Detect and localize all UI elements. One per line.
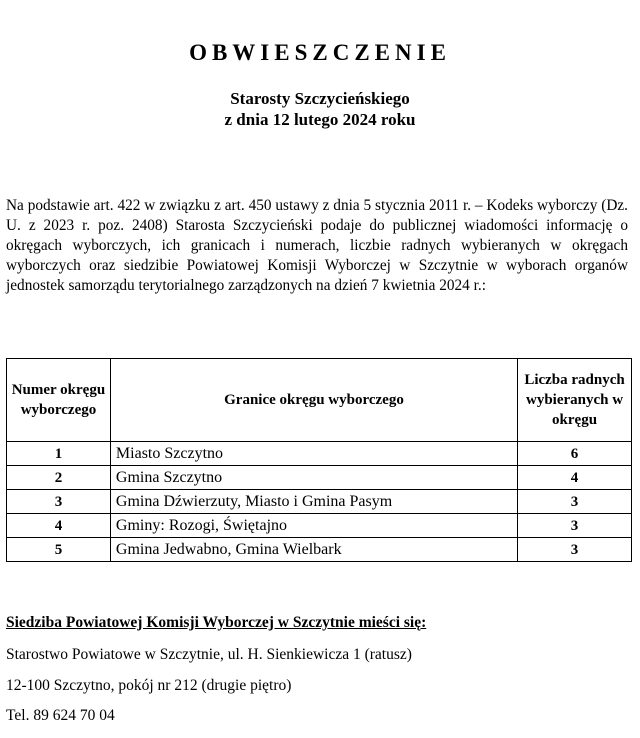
table-row bbox=[7, 538, 632, 562]
district-number: 2 bbox=[7, 466, 111, 490]
councillor-count: 6 bbox=[518, 442, 632, 466]
district-area: Gmina Jedwabno, Gmina Wielbark bbox=[110, 538, 517, 562]
districts-table bbox=[6, 358, 632, 562]
subtitle-issuer: Starosty Szczycieńskiego bbox=[230, 89, 410, 108]
office-room: 12-100 Szczytno, pokój nr 212 (drugie piętro) bbox=[6, 677, 292, 694]
councillor-count: 3 bbox=[518, 490, 632, 514]
document-subtitle bbox=[0, 88, 640, 130]
office-address: Starostwo Powiatowe w Szczytnie, ul. H. Sienkiewicza 1 (ratusz) bbox=[6, 646, 412, 663]
intro-paragraph: Na podstawie art. 422 w związku z art. 450 ustawy z dnia 5 stycznia 2011 r. – Kodeks wyborczy (Dz. U. z 2023 r. poz. 2408) Starosta Szczycieński podaje do publicznej wiadomości informację o okręgach wyborczych, ich granicach i numerach, liczbie radnych wybieranych w okręgach wyborczych oraz siedzibie Powiatowej Komisji Wyborczej w Szczytnie w wyborach organów jednostek samorządu terytorialnego zarządzonych na dzień 7 kwietnia 2024 r.: bbox=[6, 197, 628, 294]
office-phone: Tel. 89 624 70 04 bbox=[6, 707, 115, 724]
councillor-count: 3 bbox=[518, 514, 632, 538]
table-row bbox=[7, 466, 632, 490]
district-number: 3 bbox=[7, 490, 111, 514]
subtitle-date: z dnia 12 lutego 2024 roku bbox=[224, 110, 416, 129]
header-councillor-count: Liczba radnych wybieranych w okręgu bbox=[518, 359, 632, 442]
district-area: Gminy: Rozogi, Świętajno bbox=[110, 514, 517, 538]
table-row bbox=[7, 514, 632, 538]
table-header-row bbox=[7, 359, 632, 442]
table-row bbox=[7, 442, 632, 466]
councillor-count: 3 bbox=[518, 538, 632, 562]
document-title: OBWIESZCZENIE bbox=[189, 40, 451, 65]
district-number: 1 bbox=[7, 442, 111, 466]
district-number: 4 bbox=[7, 514, 111, 538]
header-district-area: Granice okręgu wyborczego bbox=[110, 359, 517, 442]
district-number: 5 bbox=[7, 538, 111, 562]
district-area: Gmina Szczytno bbox=[110, 466, 517, 490]
header-district-number: Numer okręgu wyborczego bbox=[7, 359, 111, 442]
table-row bbox=[7, 490, 632, 514]
councillor-count: 4 bbox=[518, 466, 632, 490]
district-area: Gmina Dźwierzuty, Miasto i Gmina Pasym bbox=[110, 490, 517, 514]
district-area: Miasto Szczytno bbox=[110, 442, 517, 466]
office-heading: Siedziba Powiatowej Komisji Wyborczej w Szczytnie mieści się: bbox=[6, 614, 427, 631]
